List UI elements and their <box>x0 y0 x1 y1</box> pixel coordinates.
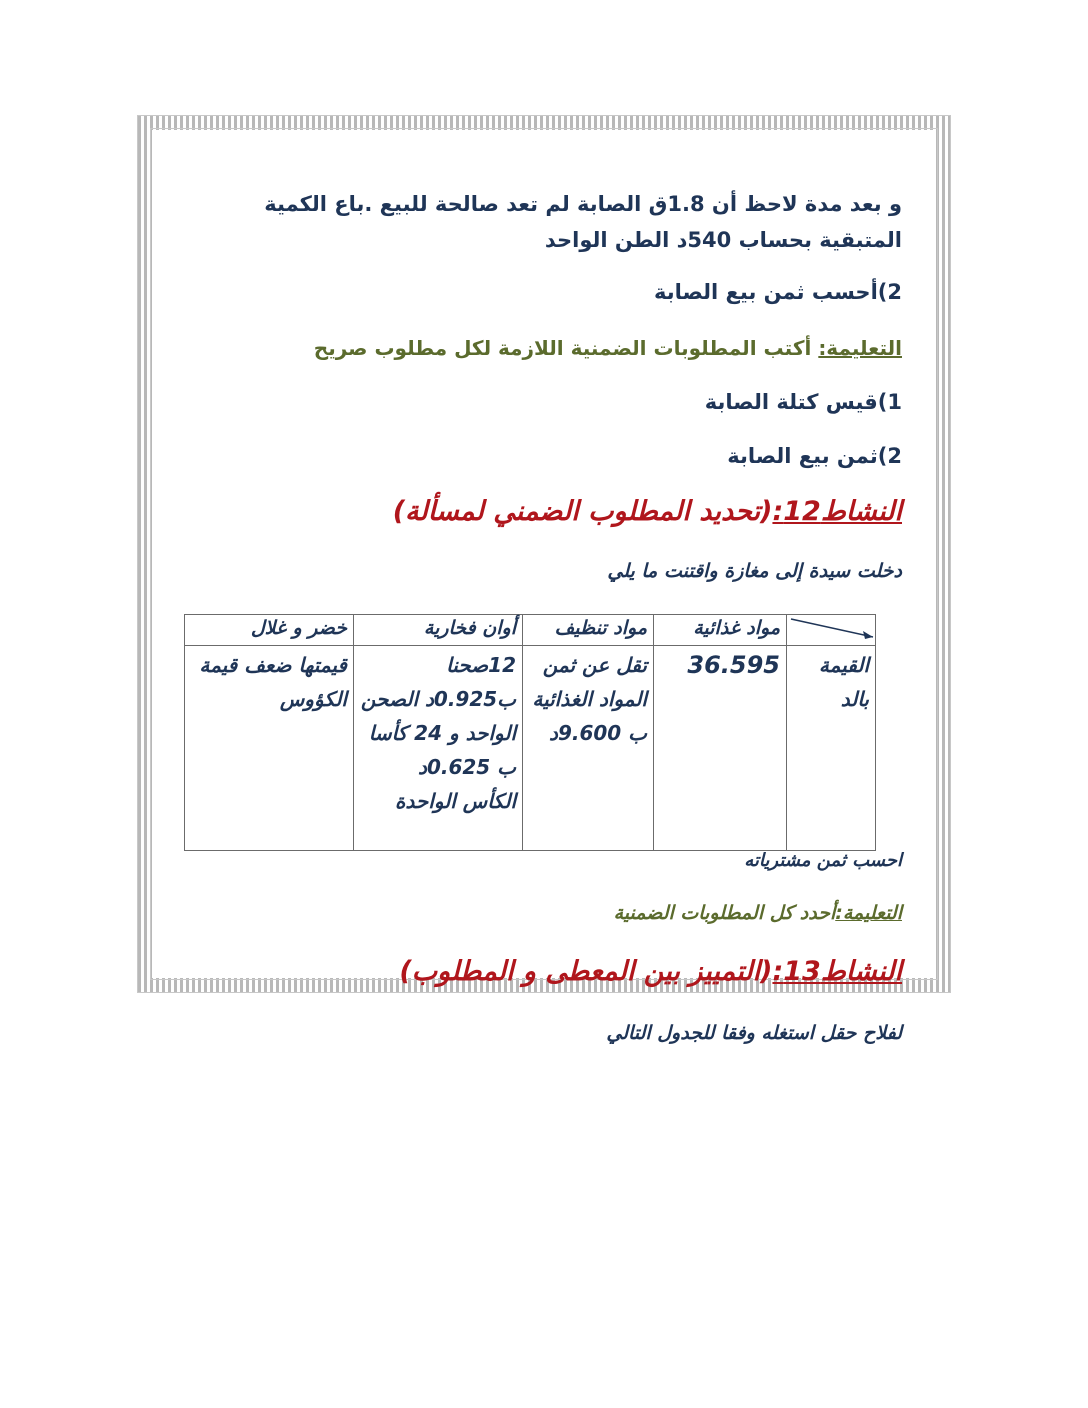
header-food: مواد غذائية <box>654 615 787 646</box>
activity-12-title: (تحديد المطلوب الضمني لمسألة) <box>392 496 773 527</box>
activity-13-label: النشاط13: <box>772 956 902 987</box>
instruction-2-label: التعليمة: <box>835 902 902 924</box>
instruction-2 <box>176 902 902 924</box>
cell-cleaning-value: تقل عن ثمن المواد الغذائية ب 9.600د <box>523 646 654 851</box>
instruction-1-label: التعليمة: <box>818 336 902 360</box>
row-label-value: القيمة بالد <box>787 646 876 851</box>
answer-item-2: 2)ثمن بيع الصابة <box>727 444 902 468</box>
cell-produce-value: قيمتها ضعف قيمة الكؤوس <box>185 646 354 851</box>
question-2: 2)أحسب ثمن بيع الصابة <box>653 280 902 304</box>
problem-paragraph: و بعد مدة لاحظ أن 1.8ق الصابة لم تعد صالحة للبيع .باع الكمية المتبقية بحساب 540د الطن الواحد <box>264 192 902 252</box>
table-row <box>185 646 876 851</box>
header-cleaning: مواد تنظيف <box>523 615 654 646</box>
purchases-table <box>184 614 876 851</box>
activity-13-intro: لفلاح حقل استغله وفقا للجدول التالي <box>606 1022 902 1044</box>
activity-13-title: (التمييز بين المعطى و المطلوب) <box>399 956 773 987</box>
cell-pottery-value: 12صحنا ب0.925د الصحن الواحد و 24 كأسا ب 0.625د الكأس الواحدة <box>354 646 523 851</box>
activity-13-heading <box>176 956 902 987</box>
instruction-2-text: أحدد كل المطلوبات الضمنية <box>613 902 836 924</box>
cell-food-value: 36.595 <box>654 646 787 851</box>
header-pottery: أوان فخارية <box>354 615 523 646</box>
table-header-row <box>185 615 876 646</box>
activity-12-heading <box>176 496 902 527</box>
instruction-1 <box>176 336 902 360</box>
activity-12-label: النشاط12: <box>772 496 902 527</box>
table-corner-cell <box>787 615 876 646</box>
diagonal-arrow-icon <box>787 615 875 645</box>
instruction-1-text: أكتب المطلوبات الضمنية اللازمة لكل مطلوب صريح <box>313 336 819 360</box>
header-produce: خضر و غلال <box>185 615 354 646</box>
activity-12-question: احسب ثمن مشترياته <box>744 850 902 871</box>
activity-12-intro: دخلت سيدة إلى مغازة واقتنت ما يلي <box>607 560 902 582</box>
answer-item-1: 1)قيس كتلة الصابة <box>704 390 902 414</box>
